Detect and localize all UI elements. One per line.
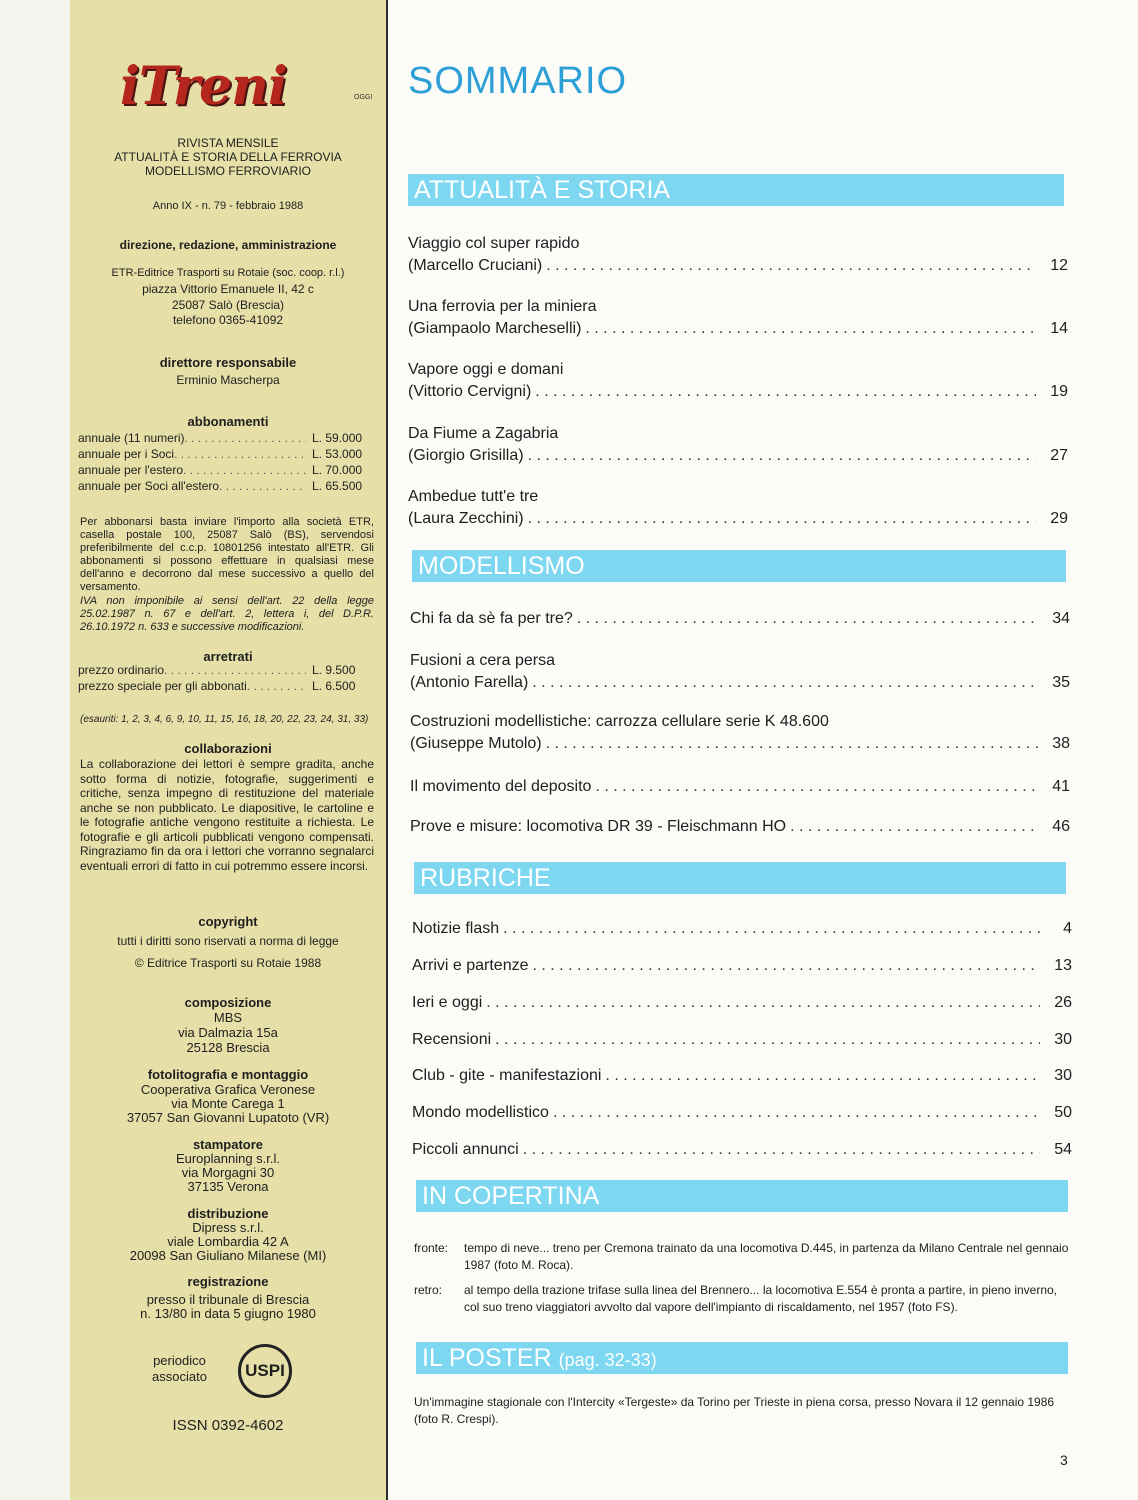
toc-entry[interactable] xyxy=(410,776,1070,798)
entry-page: 19 xyxy=(1050,383,1068,400)
section-band-attualita: ATTUALITÀ E STORIA xyxy=(408,174,1064,206)
periodico-line-2: associato xyxy=(152,1369,207,1384)
entry-page: 41 xyxy=(1052,778,1070,795)
distribuzione-line-1: Dipress s.r.l. xyxy=(192,1220,264,1235)
entry-title: Ieri e oggi xyxy=(412,994,483,1011)
table-of-contents xyxy=(388,0,1138,1500)
entry-page: 29 xyxy=(1050,510,1068,527)
stampatore-line-3: 37135 Verona xyxy=(187,1179,269,1194)
entry-title: Notizie flash xyxy=(412,920,500,937)
entry-title: Il movimento del deposito xyxy=(410,778,592,795)
price-label: annuale (11 numeri) xyxy=(78,431,185,445)
iva-note: IVA non imponibile ai sensi dell'art. 22 della legge 25.02.1987 n. 67 e dell'art. 2, lettera i, del D.P.R. 26.10.1972 n. 633 e successive modificazioni. xyxy=(80,595,374,633)
magazine-logo xyxy=(120,56,373,117)
price-label: prezzo speciale per gli abbonati xyxy=(78,679,247,693)
entry-title: Recensioni xyxy=(412,1031,492,1048)
price-value: L. 70.000 xyxy=(312,463,363,477)
entry-author: (Giorgio Grisilla) xyxy=(408,447,524,464)
entry-author: (Giuseppe Mutolo) xyxy=(410,735,542,752)
price-row xyxy=(78,478,374,494)
logo-text: iTreni xyxy=(120,56,287,117)
cover-front xyxy=(414,1240,1078,1276)
director-name: Erminio Mascherpa xyxy=(176,373,280,387)
composizione-line-2: via Dalmazia 15a xyxy=(178,1025,278,1040)
toc-entry[interactable] xyxy=(412,1065,1072,1087)
entry-page: 13 xyxy=(1054,957,1072,974)
price-label: annuale per l'estero xyxy=(78,463,184,477)
uspi-logo: USPI xyxy=(238,1344,292,1398)
distribuzione-line-3: 20098 San Giuliano Milanese (MI) xyxy=(129,1248,327,1263)
entry-author: (Giampaolo Marcheselli) xyxy=(408,320,582,337)
cover-back xyxy=(414,1282,1078,1318)
fotolito-heading: fotolitografia e montaggio xyxy=(147,1067,309,1082)
toc-entry[interactable] xyxy=(412,1139,1072,1161)
entry-author: (Antonio Farella) xyxy=(410,674,529,691)
entry-title: Club - gite - manifestazioni xyxy=(412,1067,602,1084)
price-value: L. 59.000 xyxy=(312,431,363,445)
poster-caption: Un'immagine stagionale con l'Intercity «Tergeste» da Torino per Trieste in piena corsa, presso Novara il 12 gennaio 1986 (foto R. Crespi). xyxy=(414,1395,1055,1426)
address-phone: telefono 0365-41092 xyxy=(172,313,284,327)
page-number: 3 xyxy=(1060,1452,1068,1468)
price-label: annuale per Soci all'estero xyxy=(78,479,220,493)
cover-front-label: fronte: xyxy=(414,1241,449,1255)
fotolito-line-2: via Monte Carega 1 xyxy=(171,1096,285,1111)
director-heading: direttore responsabile xyxy=(159,355,297,370)
toc-entry[interactable] xyxy=(410,650,1070,694)
publisher-name: ETR-Editrice Trasporti su Rotaie (soc. coop. r.l.) xyxy=(111,267,345,279)
price-row xyxy=(78,446,374,462)
issn: ISSN 0392-4602 xyxy=(172,1417,284,1434)
entry-page: 14 xyxy=(1050,320,1068,337)
fotolito-line-3: 37057 San Giovanni Lupatoto (VR) xyxy=(126,1110,330,1125)
price-value: L. 53.000 xyxy=(312,447,363,461)
entry-title: Piccoli annunci xyxy=(412,1141,519,1158)
issue-info: Anno IX - n. 79 - febbraio 1988 xyxy=(152,200,304,212)
toc-entry[interactable] xyxy=(408,296,1068,340)
section-band-modellismo: MODELLISMO xyxy=(412,550,1066,582)
poster-heading: IL POSTER xyxy=(422,1344,552,1372)
entry-page: 4 xyxy=(1063,920,1072,937)
tagline-line-3: MODELLISMO FERROVIARIO xyxy=(144,164,312,178)
distribuzione-heading: distribuzione xyxy=(187,1206,269,1221)
entry-title: Mondo modellistico xyxy=(412,1104,549,1121)
periodico-line-1: periodico xyxy=(153,1353,206,1368)
price-row xyxy=(78,462,374,478)
abbonamenti-note: Per abbonarsi basta inviare l'importo alla società ETR, casella postale 100, 25087 Salò (BS), servendosi preferibilmente del c.c.p. 10801256 intestato all'ETR. Gli abbonamenti si possono effettuare in qualsiasi mese dell'anno e decorrono dal mese successivo a quello del versamento. xyxy=(80,516,374,593)
entry-title: Chi fa da sè fa per tre? xyxy=(410,610,573,627)
entry-page: 54 xyxy=(1054,1141,1072,1158)
cover-back-text: al tempo della trazione trifase sulla linea del Brennero... la locomotiva E.554 è pronta a partire, in pieno inverno, col suo treno viaggiatori avvolto dal vapore dell'impianto di riscaldamento, nel 1957 (foto FS). xyxy=(464,1283,1058,1314)
composizione-line-3: 25128 Brescia xyxy=(186,1040,270,1055)
entry-title: Costruzioni modellistiche: carrozza cellulare serie K 48.600 xyxy=(410,713,829,730)
section-band-poster xyxy=(416,1342,1068,1374)
tagline-line-2: ATTUALITÀ E STORIA DELLA FERROVIA xyxy=(114,150,342,164)
address-line-1: piazza Vittorio Emanuele II, 42 c xyxy=(142,282,314,296)
tagline-line-1: RIVISTA MENSILE xyxy=(177,136,279,150)
cover-front-text: tempo di neve... treno per Cremona trainato da una locomotiva D.445, in partenza da Milano Centrale nel gennaio 1987 (foto M. Roca). xyxy=(464,1241,1069,1272)
toc-entry[interactable] xyxy=(412,1029,1072,1051)
redazione-heading: direzione, redazione, amministrazione xyxy=(119,238,337,252)
registrazione-heading: registrazione xyxy=(187,1274,269,1289)
entry-author: (Marcello Cruciani) xyxy=(408,257,543,274)
stampatore-line-1: Europlanning s.r.l. xyxy=(175,1151,281,1166)
entry-page: 27 xyxy=(1050,447,1068,464)
arretrati-heading: arretrati xyxy=(203,649,253,664)
toc-entry[interactable] xyxy=(408,359,1068,403)
price-value: L. 9.500 xyxy=(312,663,356,677)
entry-title: Ambedue tutt'e tre xyxy=(408,488,539,505)
entry-page: 35 xyxy=(1052,674,1070,691)
toc-entry[interactable] xyxy=(412,918,1072,940)
fotolito-line-1: Cooperativa Grafica Veronese xyxy=(140,1082,316,1097)
esauriti-list: (esauriti: 1, 2, 3, 4, 6, 9, 10, 11, 15, 16, 18, 20, 22, 23, 24, 31, 33) xyxy=(80,714,369,725)
arretrati-table xyxy=(78,662,374,694)
composizione-heading: composizione xyxy=(184,995,272,1010)
abbonamenti-table xyxy=(78,430,374,494)
entry-title: Vapore oggi e domani xyxy=(408,361,564,378)
toc-entry[interactable] xyxy=(410,608,1070,630)
stampatore-line-2: via Morgagni 30 xyxy=(181,1165,275,1180)
entry-title: Da Fiume a Zagabria xyxy=(408,425,559,442)
entry-page: 50 xyxy=(1054,1104,1072,1121)
entry-title: Viaggio col super rapido xyxy=(408,235,580,252)
distribuzione-line-2: viale Lombardia 42 A xyxy=(167,1234,289,1249)
price-label: prezzo ordinario xyxy=(78,663,165,677)
registrazione-line-1: presso il tribunale di Brescia xyxy=(146,1292,310,1307)
price-label: annuale per i Soci xyxy=(78,447,175,461)
copyright-line-2: © Editrice Trasporti su Rotaie 1988 xyxy=(134,956,322,970)
entry-title: Prove e misure: locomotiva DR 39 - Fleischmann HO xyxy=(410,818,787,835)
section-band-rubriche: RUBRICHE xyxy=(414,862,1066,894)
price-value: L. 65.500 xyxy=(312,479,363,493)
composizione-line-1: MBS xyxy=(213,1010,243,1025)
price-row xyxy=(78,662,374,678)
toc-entry[interactable] xyxy=(408,486,1068,530)
entry-page: 12 xyxy=(1050,257,1068,274)
address-line-2: 25087 Salò (Brescia) xyxy=(171,298,285,312)
logo-suffix: OGGI xyxy=(354,94,373,101)
toc-entry[interactable] xyxy=(410,711,1070,755)
copyright-line-1: tutti i diritti sono riservati a norma di legge xyxy=(117,934,339,948)
page-title: SOMMARIO xyxy=(408,60,628,102)
price-value: L. 6.500 xyxy=(312,679,356,693)
entry-author: (Vittorio Cervigni) xyxy=(408,383,532,400)
toc-entry[interactable] xyxy=(412,955,1072,977)
entry-title: Una ferrovia per la miniera xyxy=(408,298,597,315)
toc-entry[interactable] xyxy=(408,423,1068,467)
toc-entry[interactable] xyxy=(412,992,1072,1014)
abbonamenti-heading: abbonamenti xyxy=(187,414,269,429)
toc-entry[interactable] xyxy=(412,1102,1072,1124)
cover-back-label: retro: xyxy=(414,1283,443,1297)
periodico-associato xyxy=(152,1353,207,1385)
entry-title: Fusioni a cera persa xyxy=(410,652,555,669)
entry-page: 34 xyxy=(1052,610,1070,627)
entry-page: 38 xyxy=(1052,735,1070,752)
registrazione-line-2: n. 13/80 in data 5 giugno 1980 xyxy=(140,1306,316,1321)
copyright-heading: copyright xyxy=(198,914,258,929)
collaborazioni-text: La collaborazione dei lettori è sempre gradita, anche sotto forma di notizie, fotografie, suggerimenti e critiche, senza impegno di restituzione del materiale anche se non pubblicato. Le diapositive, le cartoline e le fotografie antiche vengono restituite a richiesta. Le fotografie e gli articoli pubblicati vengono compensati. Ringraziamo fin da ora i lettori che vorranno segnalarci eventuali errori di fatto in cui potremmo essere incorsi. xyxy=(80,757,374,873)
price-row xyxy=(78,430,374,446)
entry-page: 30 xyxy=(1054,1031,1072,1048)
entry-page: 46 xyxy=(1052,818,1070,835)
section-band-copertina: IN COPERTINA xyxy=(416,1180,1068,1212)
entry-page: 30 xyxy=(1054,1067,1072,1084)
masthead-sidebar xyxy=(70,0,388,1500)
page-margin xyxy=(0,0,70,1500)
price-row xyxy=(78,678,374,694)
entry-page: 26 xyxy=(1054,994,1072,1011)
stampatore-heading: stampatore xyxy=(192,1137,264,1152)
entry-title: Arrivi e partenze xyxy=(412,957,529,974)
collaborazioni-heading: collaborazioni xyxy=(184,741,272,756)
poster-pages: (pag. 32-33) xyxy=(558,1350,657,1370)
entry-author: (Laura Zecchini) xyxy=(408,510,524,527)
toc-entry[interactable] xyxy=(408,233,1068,277)
toc-entry[interactable] xyxy=(410,816,1070,838)
